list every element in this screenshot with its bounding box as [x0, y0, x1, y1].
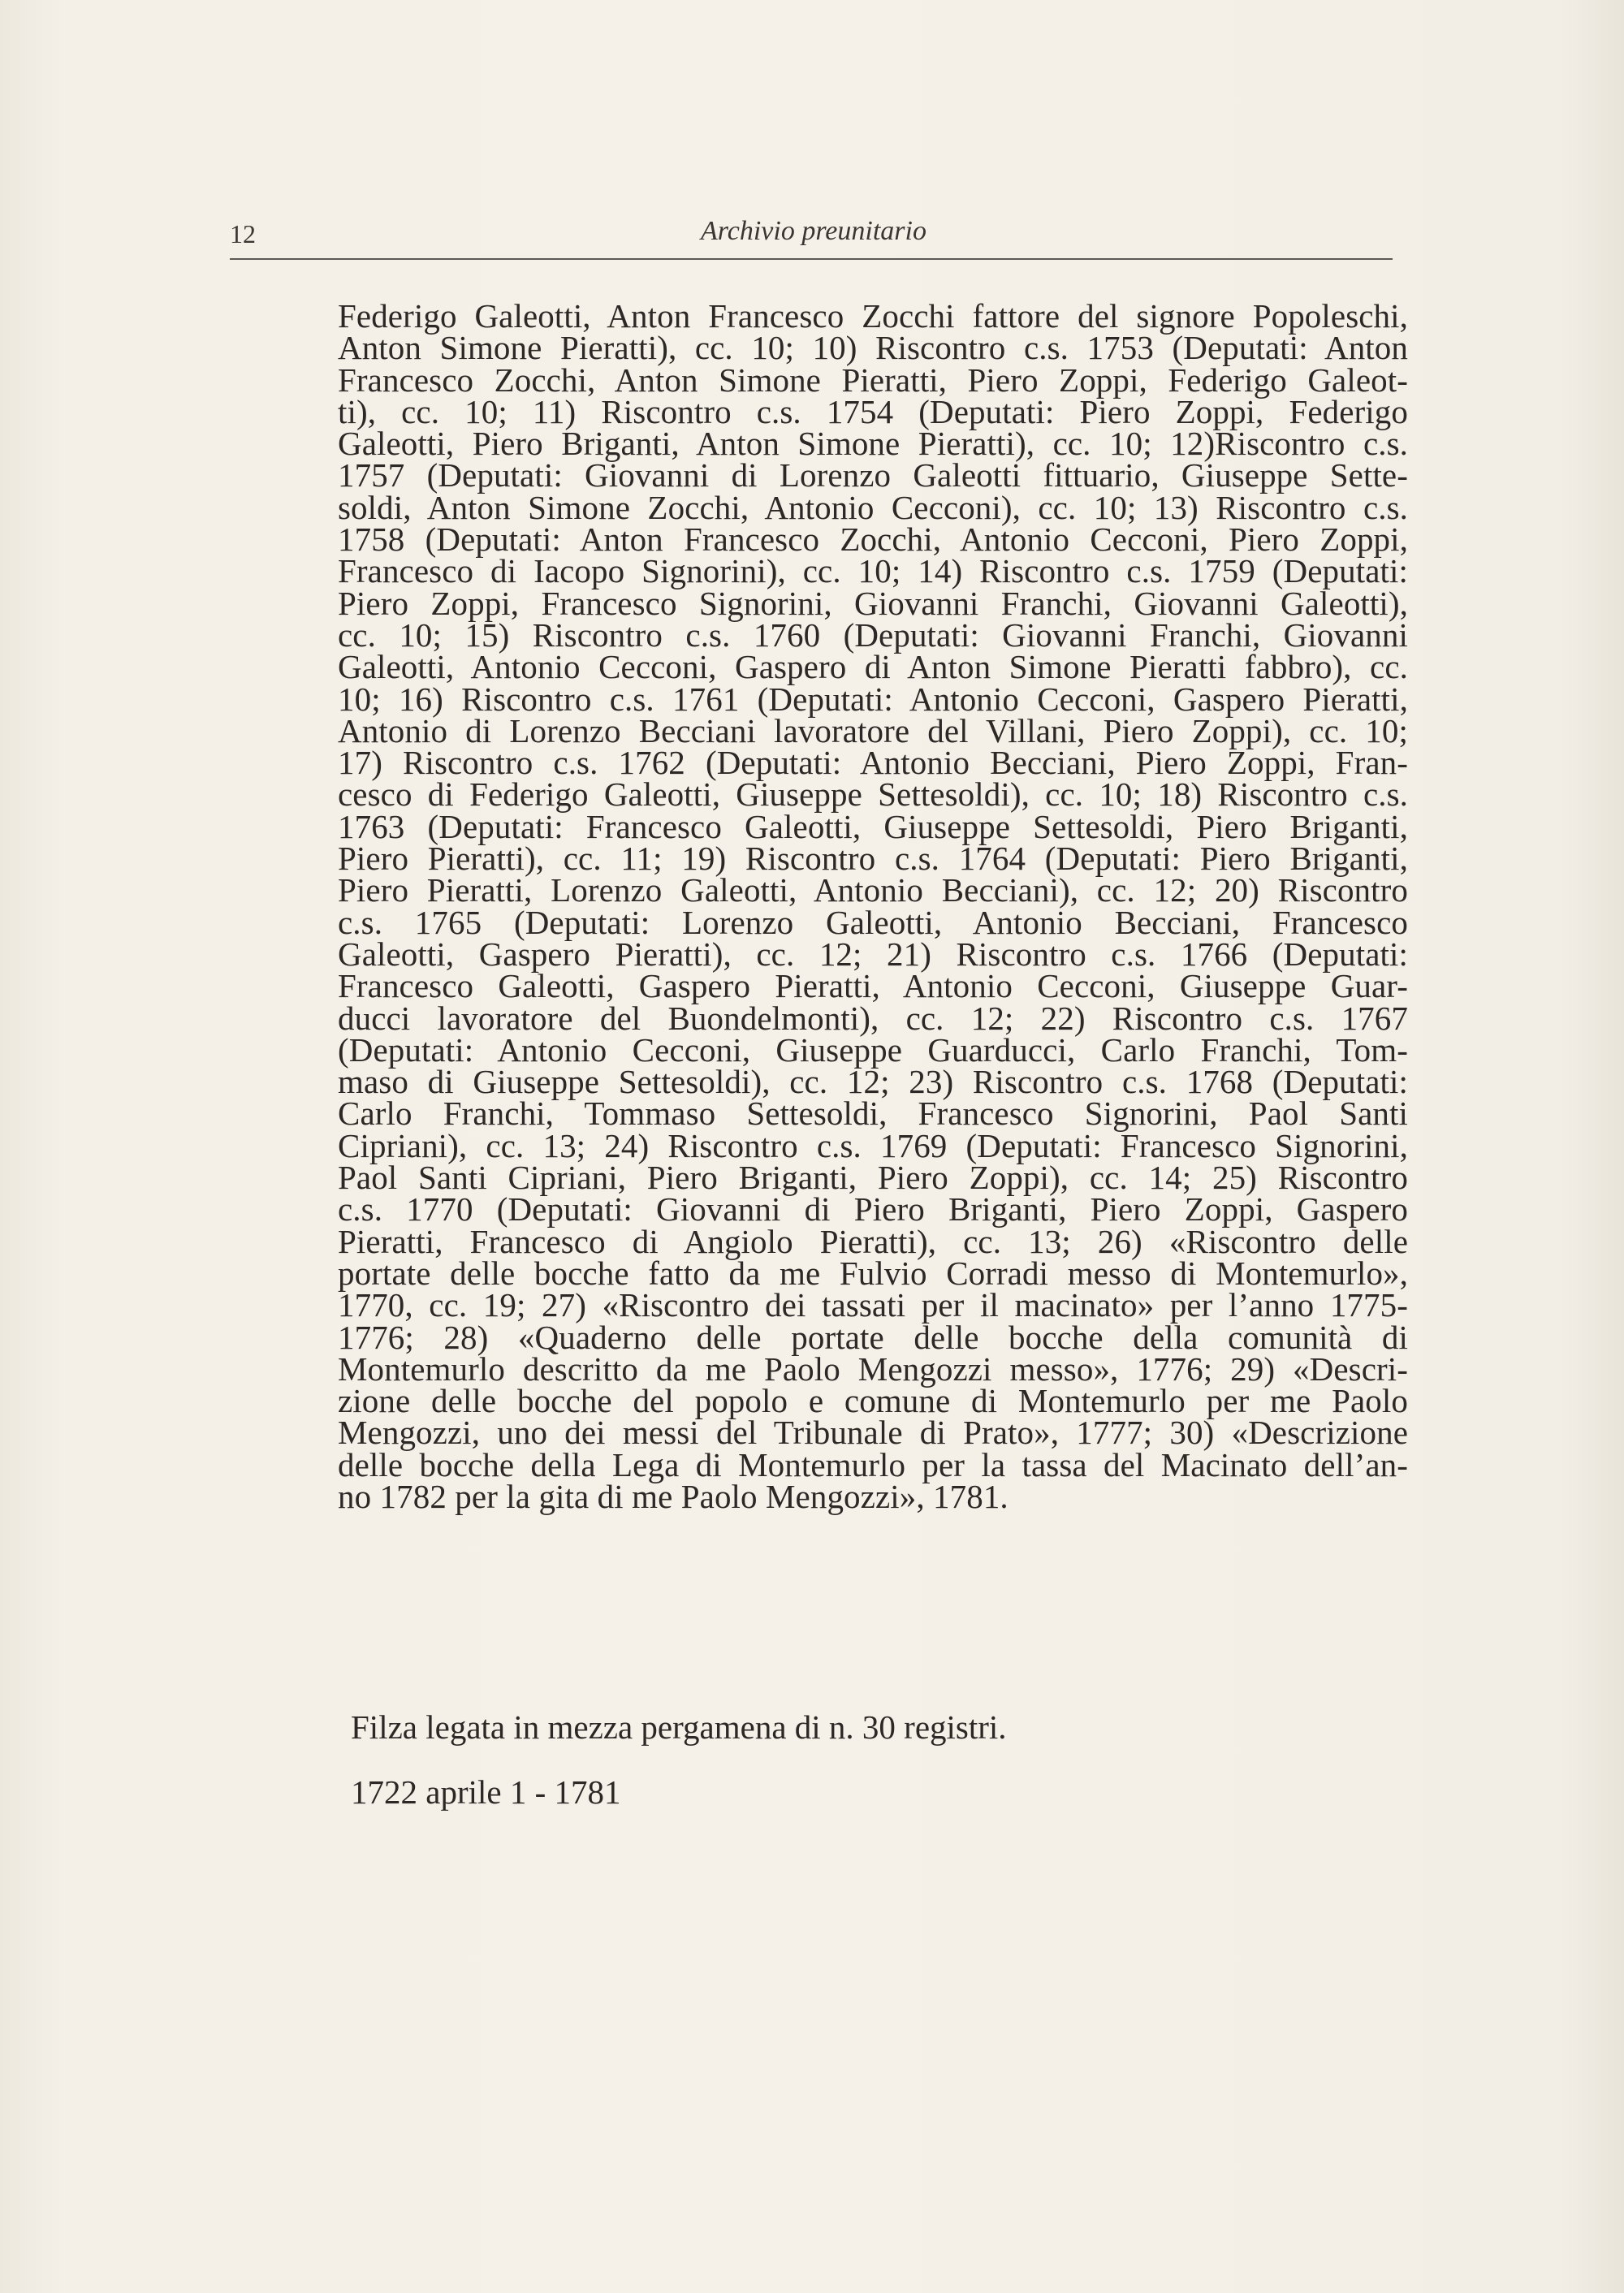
- text-line: 1758 (Deputati: Anton Francesco Zocchi, Antonio Cecconi, Piero Zoppi,: [338, 520, 1408, 559]
- text-line: 1763 (Deputati: Francesco Galeotti, Giuseppe Settesoldi, Piero Briganti,: [338, 807, 1408, 845]
- page-number: 12: [230, 219, 256, 248]
- physical-description: Filza legata in mezza pergamena di n. 30 registri.: [351, 1708, 1007, 1746]
- running-header: [230, 213, 1393, 260]
- text-line: Francesco Zocchi, Anton Simone Pieratti, Piero Zoppi, Federigo Galeot-: [338, 361, 1408, 399]
- text-line: cc. 10; 15) Riscontro c.s. 1760 (Deputati: Giovanni Franchi, Giovanni: [338, 615, 1408, 654]
- text-line: portate delle bocche fatto da me Fulvio Corradi messo di Montemurlo»,: [338, 1254, 1408, 1292]
- text-line: Carlo Franchi, Tommaso Settesoldi, Francesco Signorini, Paol Santi: [338, 1095, 1408, 1133]
- date-range: 1722 aprile 1 - 1781: [351, 1773, 621, 1811]
- text-line: Galeotti, Antonio Cecconi, Gaspero di Anton Simone Pieratti fabbro), cc.: [338, 648, 1408, 686]
- text-line: no 1782 per la gita di me Paolo Mengozzi», 1781.: [338, 1477, 1009, 1515]
- text-line: ducci lavoratore del Buondelmonti), cc. 12; 22) Riscontro c.s. 1767: [338, 999, 1408, 1037]
- text-line: Montemurlo descritto da me Paolo Mengozzi messo», 1776; 29) «Descri-: [338, 1349, 1408, 1388]
- text-line: Piero Zoppi, Francesco Signorini, Giovanni Franchi, Giovanni Galeotti),: [338, 584, 1408, 622]
- text-line: Federigo Galeotti, Anton Francesco Zocchi fattore del signore Popoleschi,: [338, 297, 1408, 335]
- running-title: Archivio preunitario: [701, 216, 926, 246]
- text-line: Francesco Galeotti, Gaspero Pieratti, Antonio Cecconi, Giuseppe Guar-: [338, 967, 1408, 1005]
- text-line: 1770, cc. 19; 27) «Riscontro dei tassati per il macinato» per l’anno 1775-: [338, 1286, 1408, 1324]
- text-line: ti), cc. 10; 11) Riscontro c.s. 1754 (Deputati: Piero Zoppi, Federigo: [338, 392, 1408, 430]
- text-line: Francesco di Iacopo Signorini), cc. 10; 14) Riscontro c.s. 1759 (Deputati:: [338, 552, 1408, 590]
- text-line: 1776; 28) «Quaderno delle portate delle bocche della comunità di: [338, 1318, 1408, 1356]
- text-line: maso di Giuseppe Settesoldi), cc. 12; 23) Riscontro c.s. 1768 (Deputati:: [338, 1063, 1408, 1101]
- text-line: c.s. 1770 (Deputati: Giovanni di Piero Briganti, Piero Zoppi, Gaspero: [338, 1190, 1408, 1229]
- text-line: 10; 16) Riscontro c.s. 1761 (Deputati: Antonio Cecconi, Gaspero Pieratti,: [338, 680, 1408, 718]
- text-line: Paol Santi Cipriani, Piero Briganti, Piero Zoppi), cc. 14; 25) Riscontro: [338, 1159, 1408, 1197]
- text-line: Anton Simone Pieratti), cc. 10; 10) Riscontro c.s. 1753 (Deputati: Anton: [338, 329, 1408, 367]
- text-line: (Deputati: Antonio Cecconi, Giuseppe Guarducci, Carlo Franchi, Tom-: [338, 1030, 1408, 1069]
- text-line: Mengozzi, uno dei messi del Tribunale di Prato», 1777; 30) «Descrizione: [338, 1414, 1408, 1452]
- text-line: soldi, Anton Simone Zocchi, Antonio Cecconi), cc. 10; 13) Riscontro c.s.: [338, 488, 1408, 526]
- text-line: Piero Pieratti, Lorenzo Galeotti, Antonio Becciani), cc. 12; 20) Riscontro: [338, 871, 1408, 909]
- text-line: zione delle bocche del popolo e comune di Montemurlo per me Paolo: [338, 1382, 1408, 1420]
- text-line: Galeotti, Piero Briganti, Anton Simone Pieratti), cc. 10; 12)Riscontro c.s.: [338, 425, 1408, 463]
- text-line: delle bocche della Lega di Montemurlo per la tassa del Macinato dell’an-: [338, 1445, 1408, 1483]
- text-line: 17) Riscontro c.s. 1762 (Deputati: Antonio Becciani, Piero Zoppi, Fran-: [338, 744, 1408, 782]
- body-paragraph: [338, 297, 1408, 1515]
- text-line: Antonio di Lorenzo Becciani lavoratore del Villani, Piero Zoppi), cc. 10;: [338, 711, 1408, 749]
- text-line: Cipriani), cc. 13; 24) Riscontro c.s. 1769 (Deputati: Francesco Signorini,: [338, 1126, 1408, 1164]
- text-line: 1757 (Deputati: Giovanni di Lorenzo Galeotti fittuario, Giuseppe Sette-: [338, 456, 1408, 494]
- text-line: cesco di Federigo Galeotti, Giuseppe Settesoldi), cc. 10; 18) Riscontro c.s.: [338, 775, 1408, 814]
- text-line: Pieratti, Francesco di Angiolo Pieratti), cc. 13; 26) «Riscontro delle: [338, 1222, 1408, 1260]
- text-line: Piero Pieratti), cc. 11; 19) Riscontro c.s. 1764 (Deputati: Piero Briganti,: [338, 840, 1408, 878]
- text-line: c.s. 1765 (Deputati: Lorenzo Galeotti, Antonio Becciani, Francesco: [338, 903, 1408, 941]
- text-line: Galeotti, Gaspero Pieratti), cc. 12; 21) Riscontro c.s. 1766 (Deputati:: [338, 935, 1408, 973]
